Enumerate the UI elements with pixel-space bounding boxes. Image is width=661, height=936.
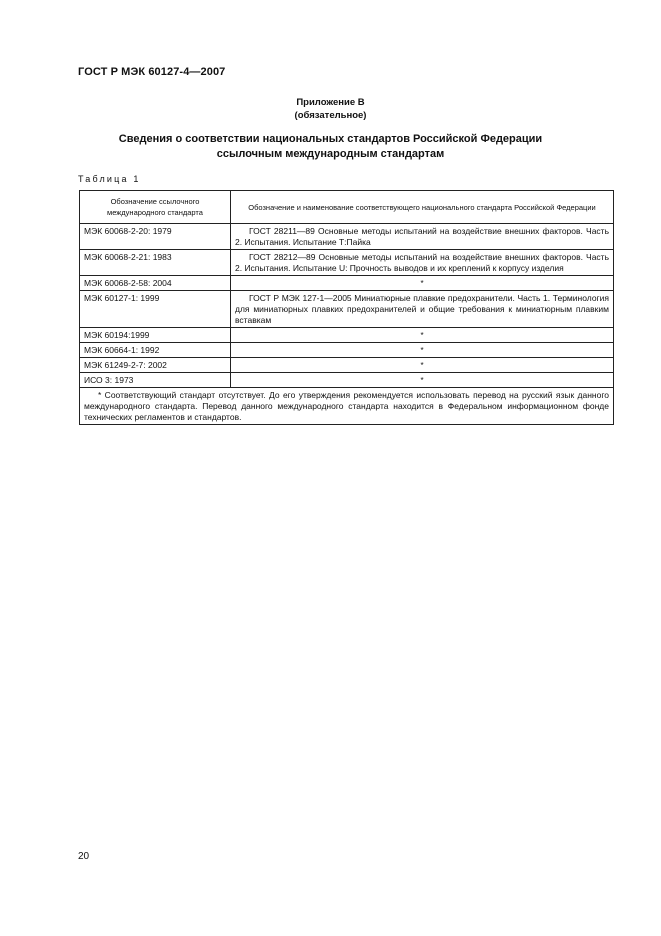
ref-standard-cell: МЭК 61249-2-7: 2002 bbox=[80, 358, 231, 373]
annex-heading bbox=[0, 96, 661, 122]
national-standard-cell: * bbox=[231, 343, 614, 358]
table-row bbox=[80, 250, 614, 276]
ref-standard-cell: МЭК 60068-2-58: 2004 bbox=[80, 276, 231, 291]
table-footnote: * Соответствующий стандарт отсутствует. До его утверждения рекомендуется использовать перевод на русский язык данного международного стандарта. Перевод данного международного стандарта находится в Федеральном информационном фонде технических регламентов и стандартов. bbox=[80, 388, 614, 425]
header-national-standard: Обозначение и наименование соответствующего национального стандарта Российской Федерации bbox=[231, 191, 614, 224]
ref-standard-cell: МЭК 60068-2-20: 1979 bbox=[80, 224, 231, 250]
main-title-line-2: ссылочным международным стандартам bbox=[216, 148, 445, 160]
table-row bbox=[80, 276, 614, 291]
page-number: 20 bbox=[78, 851, 90, 862]
national-standard-cell: ГОСТ Р МЭК 127-1—2005 Миниатюрные плавкие предохранители. Часть 1. Терминология для миниатюрных плавких предохранителей и общие требования к миниатюрным плавким вставкам bbox=[231, 291, 614, 328]
ref-standard-cell: МЭК 60664-1: 1992 bbox=[80, 343, 231, 358]
national-standard-cell: ГОСТ 28211—89 Основные методы испытаний на воздействие внешних факторов. Часть 2. Испытания. Испытание Т:Пайка bbox=[231, 224, 614, 250]
national-standard-cell: * bbox=[231, 276, 614, 291]
national-standard-cell: ГОСТ 28212—89 Основные методы испытаний на воздействие внешних факторов. Часть 2. Испытания. Испытание U: Прочность выводов и их креплений к корпусу изделия bbox=[231, 250, 614, 276]
table-caption: Таблица 1 bbox=[78, 174, 141, 184]
table-row bbox=[80, 358, 614, 373]
national-standard-cell: * bbox=[231, 328, 614, 343]
national-standard-cell: * bbox=[231, 373, 614, 388]
table-row bbox=[80, 291, 614, 328]
national-standard-cell: * bbox=[231, 358, 614, 373]
table-row bbox=[80, 328, 614, 343]
ref-standard-cell: МЭК 60127-1: 1999 bbox=[80, 291, 231, 328]
header-international-standard: Обозначение ссылочного международного стандарта bbox=[80, 191, 231, 224]
annex-status: (обязательное) bbox=[294, 110, 367, 121]
ref-standard-cell: ИСО 3: 1973 bbox=[80, 373, 231, 388]
ref-standard-cell: МЭК 60068-2-21: 1983 bbox=[80, 250, 231, 276]
main-title bbox=[0, 132, 661, 162]
main-title-line-1: Сведения о соответствии национальных стандартов Российской Федерации bbox=[118, 133, 543, 145]
standards-table bbox=[79, 190, 614, 425]
table-row bbox=[80, 343, 614, 358]
table-row bbox=[80, 373, 614, 388]
annex-title: Приложение В bbox=[296, 97, 365, 108]
table-row bbox=[80, 224, 614, 250]
ref-standard-cell: МЭК 60194:1999 bbox=[80, 328, 231, 343]
table-header-row bbox=[80, 191, 614, 224]
table-footnote-row bbox=[80, 388, 614, 425]
document-id-header: ГОСТ Р МЭК 60127-4—2007 bbox=[78, 66, 226, 78]
